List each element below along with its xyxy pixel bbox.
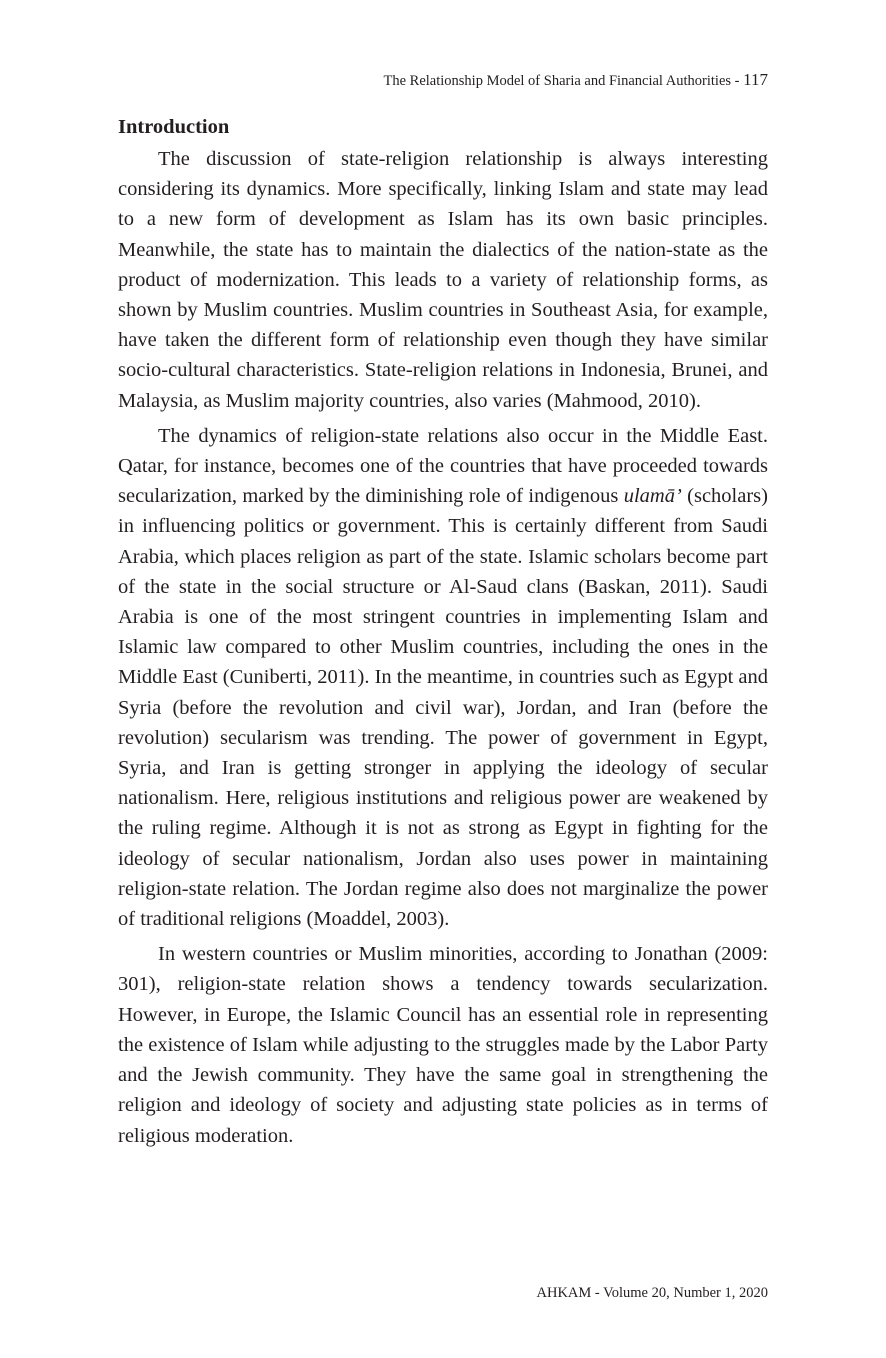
footer-journal: AHKAM [536,1285,592,1301]
paragraph-2-part-1: The dynamics of religion-state relations also occur in the Middle East. Qatar, for instance, becomes one of the countries that have proceeded towards secularization, marked by the diminishing role of indigenous [118,424,768,508]
italic-term-ulama: ulamā’ [623,485,682,508]
running-head [383,70,768,90]
section-heading: Introduction [118,116,230,138]
running-head-title: The Relationship Model of Sharia and Financial Authorities [383,73,732,89]
page-number: 117 [743,70,768,89]
paragraph-2 [118,421,768,934]
running-head-separator: - [734,73,740,89]
footer-issue: Volume 20, Number 1, 2020 [603,1285,768,1301]
paragraph-2-part-2: (scholars) in influencing politics or government. This is certainly different from Saudi Arabia, which places religion as part of the state. Islamic scholars become part of the state in the social structure or Al-Saud clans (Baskan, 2011). Saudi Arabia is one of the most stringent countries in implementing Islam and Islamic law compared to other Muslim countries, including the ones in the Middle East (Cuniberti, 2011). In the meantime, in countries such as Egypt and Syria (before the revolution and civil war), Jordan, and Iran (before the revolution) secularism was trending. The power of government in Egypt, Syria, and Iran is getting stronger in applying the ideology of secular nationalism. Here, religious institutions and religious power are weakened by the ruling regime. Although it is not as strong as Egypt in fighting for the ideology of secular nationalism, Jordan also uses power in maintaining religion-state relation. The Jordan regime also does not marginalize the power of traditional religions (Moaddel, 2003). [118,485,768,931]
paragraph-3: In western countries or Muslim minorities, according to Jonathan (2009: 301), religion-state relation shows a tendency towards secularization. However, in Europe, the Islamic Council has an essential role in representing the existence of Islam while adjusting to the struggles made by the Labor Party and the Jewish community. They have the same goal in strengthening the religion and ideology of society and adjusting state policies as in terms of religious moderation. [118,943,768,1147]
footer-separator: - [594,1285,600,1301]
paragraph-1: The discussion of state-religion relationship is always interesting considering its dynamics. More specifically, linking Islam and state may lead to a new form of development as Islam has its own basic principles. Meanwhile, the state has to maintain the dialectics of the nation-state as the product of modernization. This leads to a variety of relationship forms, as shown by Muslim countries. Muslim countries in Southeast Asia, for example, have taken the different form of relationship even though they have similar socio-cultural characteristics. State-religion relations in Indonesia, Brunei, and Malaysia, as Muslim majority countries, also varies (Mahmood, 2010). [118,148,768,412]
journal-footer [537,1285,769,1302]
article-body [118,112,768,1156]
